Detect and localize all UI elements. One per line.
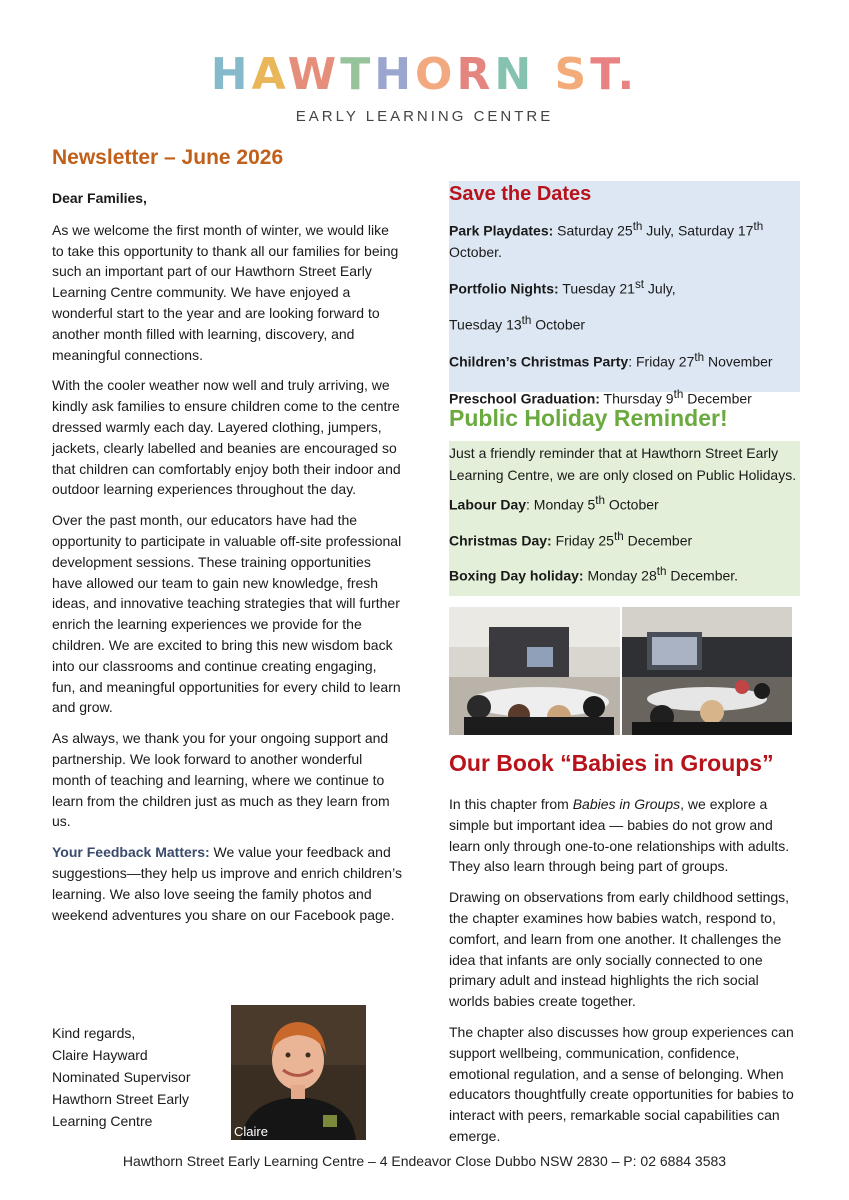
- signoff-org: Hawthorn Street Early: [52, 1091, 189, 1107]
- feedback-label: Your Feedback Matters:: [52, 844, 210, 861]
- training-room-image: [622, 607, 793, 735]
- date-item-portfolio-nights-2: [449, 310, 800, 336]
- date-text: Saturday 25: [553, 222, 633, 239]
- holiday-text: Friday 25: [551, 532, 614, 549]
- signoff-role: Nominated Supervisor: [52, 1069, 191, 1085]
- letter-column: [52, 188, 402, 935]
- book-title: Our Book “Babies in Groups”: [449, 750, 774, 776]
- date-label: Preschool Graduation:: [449, 390, 600, 407]
- training-photo-left: [449, 607, 620, 735]
- book-paragraph: The chapter also discusses how group experiences can support wellbeing, communication, confidence, emotional regulation, and a sense of belonging. When educators thoughtfully create opportunities for babies to interact with peers, remarkable social capabilities can emerge.: [449, 1023, 794, 1144]
- logo-letter: N: [494, 49, 536, 100]
- book-section: [449, 794, 800, 1157]
- holiday-text: Monday 28: [583, 567, 657, 584]
- date-suffix: th: [521, 314, 532, 328]
- logo-letter: A: [251, 49, 288, 100]
- supervisor-portrait-image: [231, 1005, 366, 1140]
- logo-letter: T: [340, 49, 375, 100]
- footer-contact: Hawthorn Street Early Learning Centre – 4 Endeavor Close Dubbo NSW 2830 – P: 02 6884 3583: [122, 1153, 727, 1169]
- book-text: , we explore a simple but important idea — babies do not grow and learn only through one-to-one relationships with adults. They also learn through being part of groups.: [449, 796, 790, 875]
- book-paragraph: [449, 794, 800, 877]
- letter-paragraph: As always, we thank you for your ongoing support and partnership. We look forward to another wonderful month of teaching and learning, where we continue to learn from the children just as much as they learn from us.: [52, 730, 390, 830]
- date-text: Thursday 9: [599, 390, 674, 407]
- date-suffix: th: [753, 220, 764, 233]
- date-text: July,: [644, 280, 676, 297]
- holiday-box: [449, 441, 800, 596]
- holiday-label: Christmas Day:: [449, 532, 552, 549]
- logo-letter: H: [374, 49, 416, 100]
- signoff-closing: Kind regards,: [52, 1025, 136, 1041]
- centre-logo: [0, 50, 849, 125]
- holiday-text: December: [623, 532, 693, 549]
- date-suffix: th: [632, 220, 643, 233]
- date-label: Children’s Christmas Party: [449, 353, 629, 370]
- holiday-label: Boxing Day holiday:: [449, 567, 584, 584]
- date-label: Portfolio Nights:: [449, 280, 559, 297]
- feedback-text: We value your feedback and suggestions—they help us improve and enrich children’s learning. We also love seeing the family photos and weekend adventures you share on our Facebook page.: [52, 844, 402, 923]
- book-text: In this chapter from: [449, 796, 573, 812]
- date-text: November: [704, 353, 773, 370]
- photo-caption: Claire: [234, 1124, 268, 1139]
- logo-title: [0, 50, 849, 100]
- holiday-text: : Monday 5: [526, 496, 596, 513]
- holiday-christmas-day: [449, 526, 800, 552]
- date-text: October.: [449, 243, 502, 260]
- logo-letter: .: [617, 49, 639, 100]
- date-suffix: th: [673, 387, 684, 401]
- date-label: Park Playdates:: [449, 222, 554, 239]
- feedback-paragraph: [52, 842, 402, 925]
- save-the-dates-title: Save the Dates: [449, 183, 592, 205]
- date-item-park-playdates: [449, 216, 800, 263]
- date-suffix: th: [656, 565, 667, 579]
- book-paragraph: Drawing on observations from early childhood settings, the chapter examines how babies watch, respond to, comfort, and learn from one another. It challenges the idea that infants are only socially connected to one primary adult and instead highlights the rich social worlds babies create together.: [449, 889, 790, 1010]
- holiday-labour-day: [449, 490, 800, 516]
- date-text: : Friday 27: [628, 353, 695, 370]
- date-text: Tuesday 21: [558, 280, 635, 297]
- save-the-dates-box: [449, 181, 800, 407]
- date-suffix: st: [634, 277, 645, 291]
- training-photos: [449, 607, 792, 735]
- letter-paragraph: With the cooler weather now well and truly arriving, we kindly ask families to ensure children come to the centre dressed warmly each day. Layered clothing, jumpers, jackets, clearly labelled and beanies are encouraged so that children can comfortably enjoy both their indoor and outdoor learning experiences throughout the day.: [52, 377, 401, 498]
- signoff-name: Claire Hayward: [52, 1047, 148, 1063]
- holiday-title: Public Holiday Reminder!: [449, 405, 728, 431]
- date-text: July, Saturday 17: [642, 222, 754, 239]
- supervisor-photo: [231, 1005, 366, 1140]
- logo-letter: [535, 49, 554, 100]
- holiday-intro: Just a friendly reminder that at Hawthorn Street Early Learning Centre, we are only closed on Public Holidays.: [449, 445, 797, 483]
- logo-letter: O: [415, 49, 457, 100]
- letter-paragraph: As we welcome the first month of winter, we would like to take this opportunity to thank all our families for being such an important part of our Hawthorn Street Early Learning Centre community. We have enjoyed a wonderful start to the year and are looking forward to another month filled with learning, discovery, and meaningful connections.: [52, 221, 399, 363]
- holiday-text: October: [605, 496, 659, 513]
- date-item-portfolio-nights: [449, 274, 800, 300]
- training-room-image: [449, 607, 620, 735]
- date-suffix: th: [694, 350, 705, 364]
- date-suffix: th: [595, 494, 606, 507]
- logo-letter: W: [287, 49, 341, 100]
- holiday-text: December.: [666, 567, 739, 584]
- logo-letter: H: [210, 49, 252, 100]
- letter-signoff: [52, 1022, 191, 1132]
- holiday-label: Labour Day: [449, 496, 527, 513]
- training-photo-right: [622, 607, 793, 735]
- logo-letter: R: [456, 49, 495, 100]
- holiday-boxing-day: [449, 561, 800, 587]
- date-text: December: [683, 390, 752, 407]
- date-suffix: th: [613, 529, 624, 543]
- logo-subtitle: EARLY LEARNING CENTRE: [295, 108, 554, 125]
- signoff-org: Learning Centre: [52, 1113, 153, 1129]
- date-text: October: [531, 316, 586, 333]
- newsletter-title: Newsletter – June 2026: [52, 146, 284, 169]
- logo-letter: T: [590, 49, 618, 100]
- book-title-italic: Babies in Groups: [572, 796, 681, 812]
- date-text: Tuesday 13: [449, 316, 522, 333]
- logo-letter: S: [554, 49, 591, 100]
- date-item-christmas-party: [449, 347, 800, 373]
- letter-paragraph: Over the past month, our educators have had the opportunity to participate in valuable off-site professional development sessions. These training opportunities have allowed our team to gain new knowledge, fresh ideas, and innovative teaching strategies that will further enrich the learning experiences we provide for the children. We are excited to bring this new wisdom back into our classrooms and continue creating engaging, fun, and meaningful opportunities for every child to learn and grow.: [52, 512, 402, 716]
- letter-greeting: Dear Families,: [52, 190, 147, 206]
